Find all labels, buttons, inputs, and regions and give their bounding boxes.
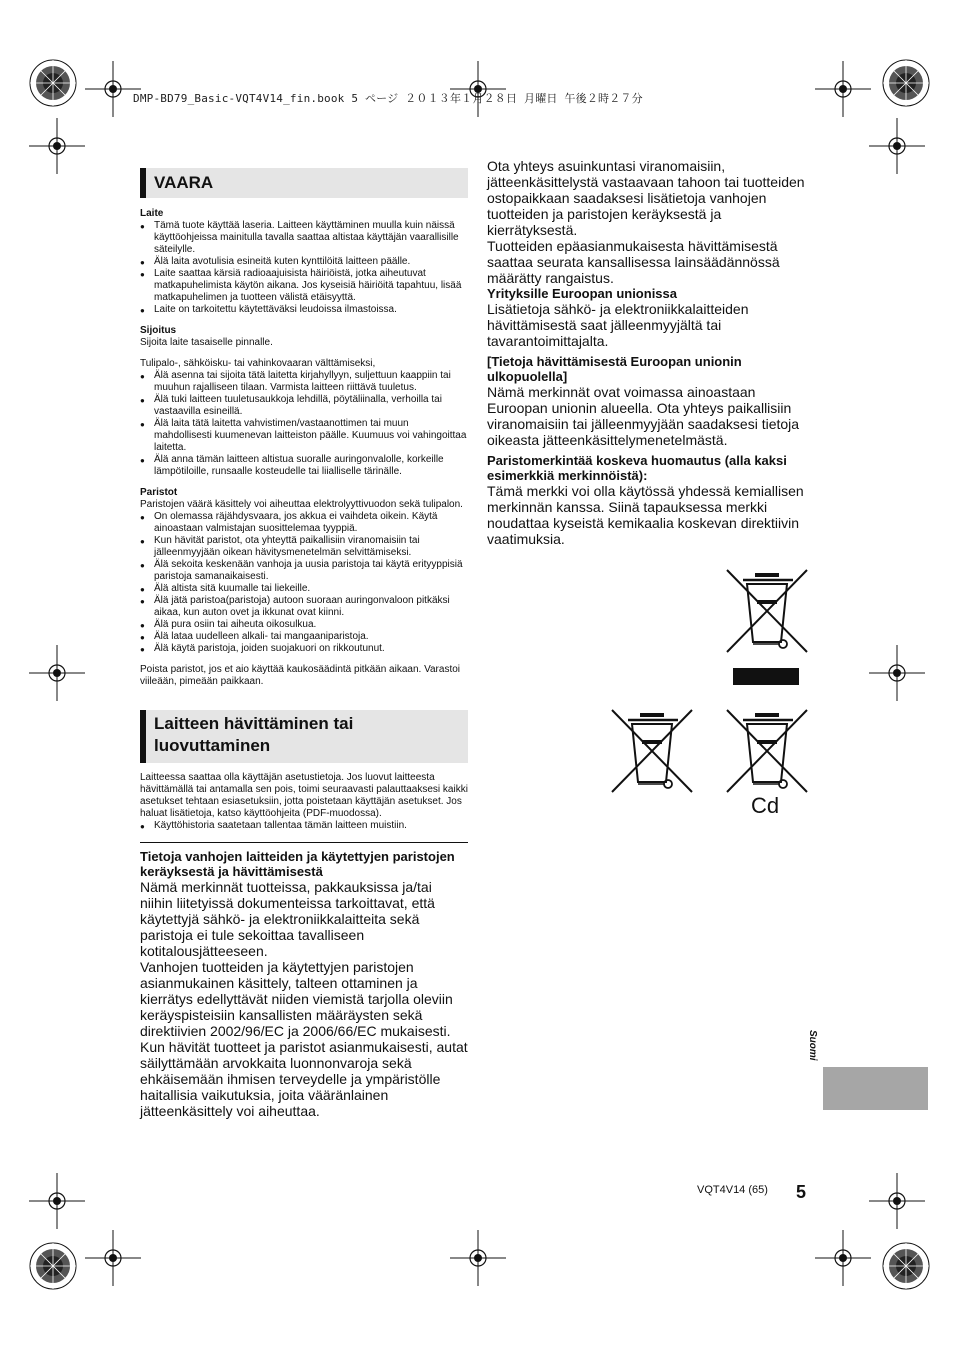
page-number: 5 — [796, 1182, 807, 1202]
tietoja-paragraph-3: Kun hävität tuotteet ja paristot asianmukaisesti, autat säilyttämään arvokkaita luonnonvaroja sekä ehkäisemään ihmisen terveydelle ja ympäristölle haitallisia vaikutuksia, joita vääränlainen jätteenkäsittely voi aiheuttaa. — [140, 1039, 468, 1119]
vaara-heading: VAARA — [140, 168, 468, 198]
list-item: ● Älä altista sitä kuumalle tai liekeille. — [140, 583, 468, 595]
list-item: ● Älä sekoita keskenään vanhoja ja uusia paristoja tai käytä erityyppisiä paristoja samanaikaisesti. — [140, 559, 468, 583]
contact-paragraph: Ota yhteys asuinkuntasi viranomaisiin, jätteenkäsittelystä vastaavaan tahoon tai tuotteiden ostopaikkaan saadaksesi lisätietoja vanhojen tuotteiden ja paristojen keräyksestä ja kierrätyksestä. — [487, 158, 805, 238]
yrityksille-text: Lisätietoja sähkö- ja elektroniikkalaitteiden hävittämisestä saat jälleenmyyjältä tai tavarantoimittajalta. — [487, 301, 749, 349]
list-item: ● Älä lataa uudelleen alkali- tai mangaaniparistoja. — [140, 631, 468, 643]
list-item: ● Älä tuki laitteen tuuletusaukkoja lehdillä, pöytäliinalla, verhoilla tai vastaavilla esineillä. — [140, 394, 468, 418]
tietoja-paragraph-2: Vanhojen tuotteiden ja käytettyjen paristojen asianmukainen käsittely, talteen ottaminen ja kierrätys edellyttävät niiden viemistä tarjolla oleviin keräyspisteisiin kansallisten määräysten sekä direktiivien 2002/96/EC ja 2006/66/EC mukaisesti. — [140, 959, 453, 1039]
list-item: ● Älä käytä paristoja, joiden suojakuori on rikkoutunut. — [140, 643, 468, 655]
list-item: ● Kun hävität paristot, ota yhteyttä paikallisiin viranomaisiin tai jälleenmyyjään oikean hävitysmenetelmän selvittämiseksi. — [140, 535, 468, 559]
sijoitus-heading: Sijoitus — [140, 325, 177, 336]
cd-chemical-label: Cd — [751, 793, 780, 818]
list-item: ● Älä laita avotulisia esineitä kuten kynttilöitä laitteen päälle. — [140, 256, 468, 268]
paristomerkinta-heading: Paristomerkintää koskeva huomautus (alla kaksi esimerkkiä merkinnöistä): — [487, 453, 787, 483]
list-item: ● Laite on tarkoitettu käytettäväksi leudoissa ilmastoissa. — [140, 304, 468, 316]
document-code: VQT4V14 (65) — [697, 1184, 768, 1196]
paristomerkinta-text: Tämä merkki voi olla käytössä yhdessä kemiallisen merkinnän kanssa. Siinä tapauksessa merkki noudattaa kyseistä kemikaalia koskevan direktiivin vaatimuksia. — [487, 483, 804, 547]
havittaminen-heading: Laitteen hävittäminen tai luovuttaminen — [140, 710, 468, 763]
paristot-heading: Paristot — [140, 487, 178, 498]
tietoja-heading: Tietoja vanhojen laitteiden ja käytettyjen paristojen keräyksestä ja hävittämisestä — [140, 849, 455, 879]
recycle-bin-icon — [612, 710, 692, 792]
list-item: ● Älä asenna tai sijoita tätä laitetta kirjahyllyyn, suljettuun kaappiin tai muuhun rajalliseen tilaan. Varmista laitteen riittävä tuuletus. — [140, 370, 468, 394]
list-item: ● Älä pura osiin tai aiheuta oikosulkua. — [140, 619, 468, 631]
solid-bar — [733, 668, 799, 685]
language-tab — [823, 1067, 928, 1110]
tietoja-paragraph-1: Nämä merkinnät tuotteissa, pakkauksissa ja/tai niihin liitetyissä dokumenteissa tarkoittavat, että käytettyjä sähkö- ja elektroniikkalaitteita sekä paristoja ei tule sekoittaa tavalliseen kotitalousjätteeseen. — [140, 879, 435, 959]
sijoitus-text: Sijoita laite tasaiselle pinnalle. — [140, 337, 273, 348]
list-item: ● On olemassa räjähdysvaara, jos akkua ei vaihdeta oikein. Käytä ainoastaan valmistajan suosittelemaa tyyppiä. — [140, 511, 468, 535]
recycle-bin-icon — [727, 710, 807, 792]
penalty-paragraph: Tuotteiden epäasianmukaisesta hävittämisestä saattaa seurata kansallisessa lainsäädännössä määrätty rangaistus. — [487, 238, 780, 286]
print-header: DMP-BD79_Basic-VQT4V14_fin.book 5 ページ ２０１３年１月２８日 月曜日 午後２時２７分 — [133, 92, 643, 105]
list-item: ● Älä anna tämän laitteen altistua suoralle auringonvalolle, korkeille lämpötiloille, runsaalle kosteudelle tai liialliselle tärinälle. — [140, 454, 468, 478]
laite-heading: Laite — [140, 208, 164, 219]
list-item: ● Älä laita tätä laitetta vahvistimen/vastaanottimen tai muun mahdollisesti kuumenevan laitteiston päälle. Kuumuus voi vahingoittaa laitetta. — [140, 418, 468, 454]
poista-text: Poista paristot, jos et aio käyttää kaukosäädintä pitkään aikaan. Varastoi viileään, pimeään paikkaan. — [140, 664, 461, 687]
recycle-bin-icon — [727, 570, 807, 652]
tulipalo-text: Tulipalo-, sähköisku- tai vahinkovaaran välttämiseksi, — [140, 358, 376, 369]
ulkopuolella-heading: [Tietoja hävittämisestä Euroopan unionin ulkopuolella] — [487, 354, 742, 384]
ulkopuolella-text: Nämä merkinnät ovat voimassa ainoastaan Euroopan unionin alueella. Ota yhteys paikallisiin viranomaisiin tai jälleenmyyjään saadaksesi tietoja oikeasta jätteenkäsittelymenetelmästä. — [487, 384, 800, 448]
language-label: Suomi — [807, 1030, 818, 1061]
list-item: ● Laite saattaa kärsiä radioaajuisista häiriöistä, jotka aiheutuvat matkapuhelimista käytön aikana. Jos kyseisiä häiriöitä tapahtuu, lisää matkapuhelimen ja tuotteen välistä etäisyyttä. — [140, 268, 468, 304]
paristot-text: Paristojen väärä käsittely voi aiheuttaa elektrolyyttivuodon sekä tulipalon. — [140, 499, 463, 510]
list-item: ● Tämä tuote käyttää laseria. Laitteen käyttäminen muulla kuin näissä käyttöohjeissa mainitulla tavalla saattaa altistaa käyttäjän vaarallisille säteilylle. — [140, 220, 468, 256]
yrityksille-heading: Yrityksille Euroopan unionissa — [487, 286, 677, 301]
list-item: ● Älä jätä paristoa(paristoja) autoon suoraan auringonvaloon pitkäksi aikaa, kun auton ovet ja ikkunat ovat kiinni. — [140, 595, 468, 619]
list-item: ● Käyttöhistoria saatetaan tallentaa tämän laitteen muistiin. — [140, 820, 468, 832]
havittaminen-text: Laitteessa saattaa olla käyttäjän asetustietoja. Jos luovut laitteesta hävittämällä tai antamalla sen pois, toimi seuraavasti palauttaaksesi kaikki asetukset tehtaan esiasetuksiin, jotta poistetaan käyttäjän asetukset. Jos haluat lisätietoja, katso käyttöohjeita (PDF-muodossa). — [140, 772, 468, 819]
